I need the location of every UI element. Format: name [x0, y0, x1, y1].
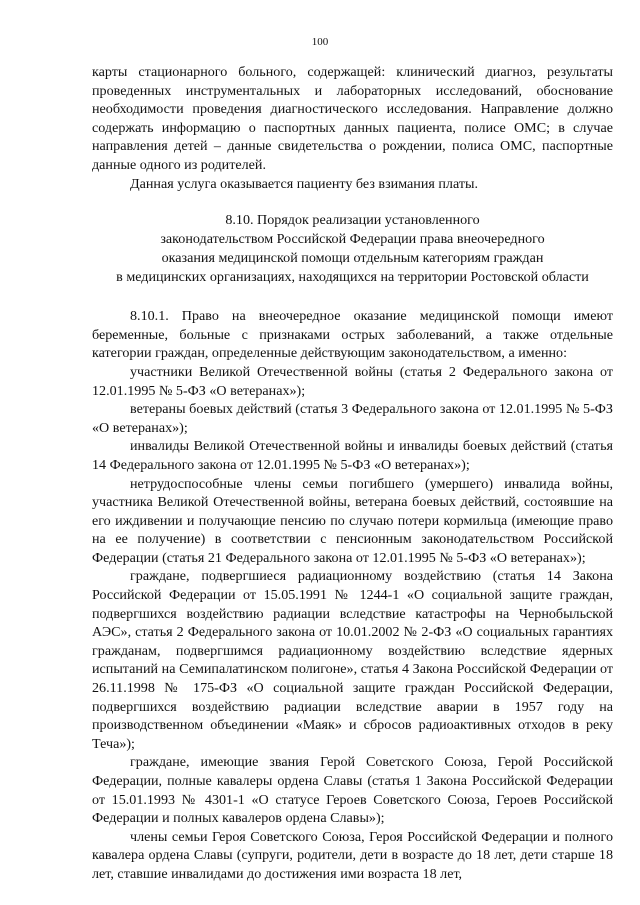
section-heading-line: оказания медицинской помощи отдельным категориям граждан: [161, 250, 544, 267]
section-heading: [92, 211, 613, 287]
category-item: граждане, имеющие звания Герой Советского Союза, Герой Российской Федерации, полные кавалеры ордена Славы (статья 1 Закона Российской Федерации от 15.01.1993 № 4301-1 «О статусе Героев Советского Союза, Героев Российской Федерации и полных кавалеров ордена Славы»);: [92, 754, 613, 827]
category-item: члены семьи Героя Советского Союза, Героя Российской Федерации и полного кавалера ордена Славы (супруги, родители, дети в возрасте до 18 лет, дети старше 18 лет, ставшие инвалидами до достижения ими возраста 18 лет,: [92, 828, 613, 882]
category-item: инвалиды Великой Отечественной войны и инвалиды боевых действий (статья 14 Федерального закона от 12.01.1995 № 5-ФЗ «О ветеранах»);: [92, 438, 613, 473]
category-item: ветераны боевых действий (статья 3 Федерального закона от 12.01.1995 № 5-ФЗ «О ветеранах»);: [92, 401, 613, 436]
intro-paragraph: карты стационарного больного, содержащей: клинический диагноз, результаты проведенных инструментальных и лабораторных исследований, обоснование необходимости проведения диагностического исследования. Направление должно содержать информацию о паспортных данных пациента, полисе ОМС; в случае направления детей – данные свидетельства о рождении, полиса ОМС, паспортные данные одного из родителей.: [92, 64, 613, 173]
clause-lead-paragraph: 8.10.1. Право на внеочередное оказание медицинской помощи имеют беременные, больные с признаками острых заболеваний, а также отдельные категории граждан, определенные действующим законодательством, а именно:: [92, 308, 613, 362]
section-heading-line: в медицинских организациях, находящихся на территории Ростовской области: [116, 269, 589, 286]
free-service-paragraph: Данная услуга оказывается пациенту без взимания платы.: [130, 175, 478, 192]
category-item: граждане, подвергшиеся радиационному воздействию (статья 14 Закона Российской Федерации от 15.05.1991 № 1244-1 «О социальной защите граждан, подвергшихся воздействию радиации вследствие катастрофы на Чернобыльской АЭС», статья 2 Федерального закона от 10.01.2002 № 2-ФЗ «О социальных гарантиях гражданам, подвергшимся радиационному воздействию вследствие ядерных испытаний на Семипалатинском полигоне», статья 4 Закона Российской Федерации от 26.11.1998 № 175-ФЗ «О социальной защите граждан Российской Федерации, подвергшихся воздействию радиации вследствие аварии в 1957 году на производственном объединении «Маяк» и сбросов радиоактивных отходов в реку Теча»);: [92, 568, 613, 752]
category-item: нетрудоспособные члены семьи погибшего (умершего) инвалида войны, участника Великой Отечественной войны, ветерана боевых действий, состоявшие на его иждивении и получающие пенсию по случаю потери кормильца (имеющие право на ее получение) в соответствии с пенсионным законодательством Российской Федерации (статья 21 Федерального закона от 12.01.1995 № 5-ФЗ «О ветеранах»);: [92, 475, 613, 566]
category-item: участники Великой Отечественной войны (статья 2 Федерального закона от 12.01.1995 № 5-ФЗ «О ветеранах»);: [92, 363, 613, 399]
document-body: [92, 63, 613, 884]
section-heading-line: 8.10. Порядок реализации установленного: [225, 212, 480, 229]
section-heading-line: законодательством Российской Федерации права внеочередного: [160, 231, 545, 248]
page-number: 100: [311, 36, 329, 48]
